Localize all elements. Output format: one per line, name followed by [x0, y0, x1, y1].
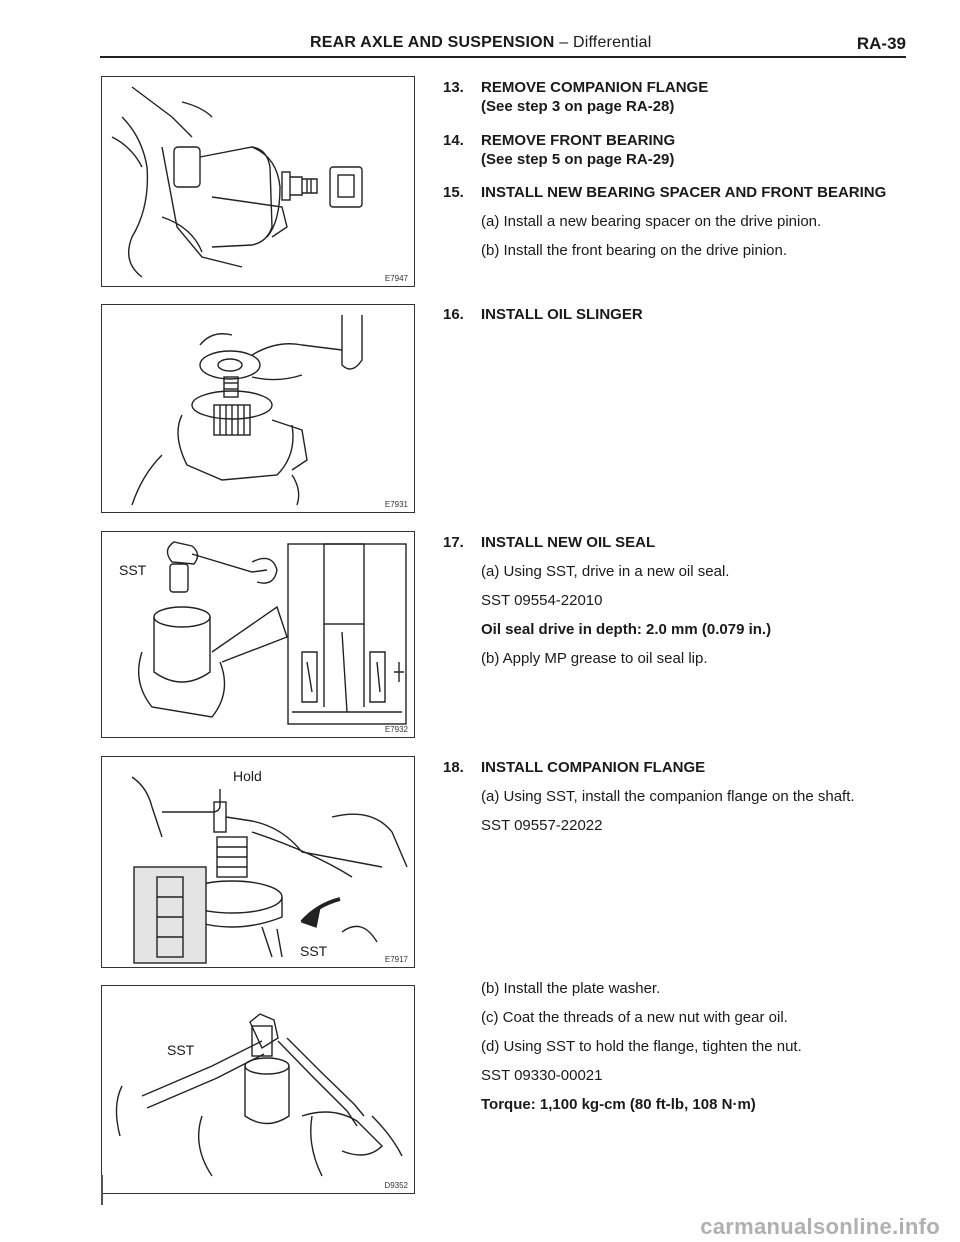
substep-b: (b) Install the plate washer.	[481, 980, 661, 997]
companion-flange-illustration	[102, 757, 414, 967]
step-16: 16. INSTALL OIL SLINGER	[443, 306, 643, 323]
sst-label: SST	[300, 943, 328, 959]
section-title: REAR AXLE AND SUSPENSION – Differential	[310, 34, 652, 51]
tighten-nut-illustration	[102, 986, 414, 1193]
figure-code: E7917	[384, 955, 408, 964]
spec-torque: Torque: 1,100 kg-cm (80 ft-lb, 108 N·m)	[481, 1096, 756, 1113]
figure-companion-flange	[101, 756, 415, 968]
figure-code: E7931	[384, 500, 408, 509]
watermark: carmanualsonline.info	[700, 1214, 940, 1239]
sst-number: SST 09330-00021	[481, 1067, 603, 1084]
page-edge-mark	[101, 1175, 103, 1205]
substep-a: (a) Install a new bearing spacer on the drive pinion.	[481, 213, 822, 230]
figure-code: D9352	[384, 1181, 408, 1190]
step-title: INSTALL OIL SLINGER	[481, 306, 643, 323]
figure-remove-front-bearing	[101, 76, 415, 287]
sst-number: SST 09557-22022	[481, 817, 603, 834]
step-title: INSTALL NEW BEARING SPACER AND FRONT BEARING	[481, 184, 887, 201]
figure-code: E7947	[384, 274, 408, 283]
figure-tighten-nut	[101, 985, 415, 1194]
step-title: INSTALL COMPANION FLANGE	[481, 759, 706, 776]
oil-slinger-illustration	[102, 305, 414, 512]
figure-oil-slinger	[101, 304, 415, 513]
header-rule	[100, 56, 906, 58]
step-15: 15. INSTALL NEW BEARING SPACER AND FRONT BEARING (a) Install a new bearing spacer on the drive pinion. (b) Install the front bearing on the drive pinion.	[443, 183, 923, 260]
step-17: 17. INSTALL NEW OIL SEAL (a) Using SST, drive in a new oil seal. SST 09554-22010 Oil seal drive in depth: 2.0 mm (0.079 in.) (b) Apply MP grease to oil seal lip.	[443, 533, 923, 668]
step-title: INSTALL NEW OIL SEAL	[481, 534, 656, 551]
step-14: 14. REMOVE FRONT BEARING (See step 5 on page RA-29)	[443, 131, 923, 170]
sst-label: SST	[119, 562, 147, 578]
figure-code: E7932	[384, 725, 408, 734]
step-reference: (See step 3 on page RA-28)	[481, 98, 675, 115]
hold-label: Hold	[233, 768, 262, 784]
page-header	[100, 24, 906, 58]
bearing-puller-illustration	[102, 77, 414, 286]
substep-b: (b) Apply MP grease to oil seal lip.	[481, 650, 708, 667]
step-title: REMOVE COMPANION FLANGE	[481, 79, 709, 96]
page-number: RA-39	[856, 34, 906, 53]
substep-d: (d) Using SST to hold the flange, tighten the nut.	[481, 1038, 802, 1055]
step-13: 13. REMOVE COMPANION FLANGE (See step 3 on page RA-28)	[443, 78, 923, 117]
substep-b: (b) Install the front bearing on the drive pinion.	[481, 242, 788, 259]
sst-label: SST	[167, 1042, 195, 1058]
substep-a: (a) Using SST, install the companion flange on the shaft.	[481, 788, 855, 805]
substep-c: (c) Coat the threads of a new nut with gear oil.	[481, 1009, 788, 1026]
oil-seal-illustration	[102, 532, 414, 737]
step-18-continued	[443, 979, 923, 1114]
spec-drive-depth: Oil seal drive in depth: 2.0 mm (0.079 in.)	[481, 621, 772, 638]
sst-number: SST 09554-22010	[481, 592, 603, 609]
step-reference: (See step 5 on page RA-29)	[481, 151, 675, 168]
step-18: 18. INSTALL COMPANION FLANGE (a) Using SST, install the companion flange on the shaft. SST 09557-22022	[443, 758, 923, 835]
substep-a: (a) Using SST, drive in a new oil seal.	[481, 563, 730, 580]
figure-oil-seal	[101, 531, 415, 738]
step-title: REMOVE FRONT BEARING	[481, 132, 676, 149]
